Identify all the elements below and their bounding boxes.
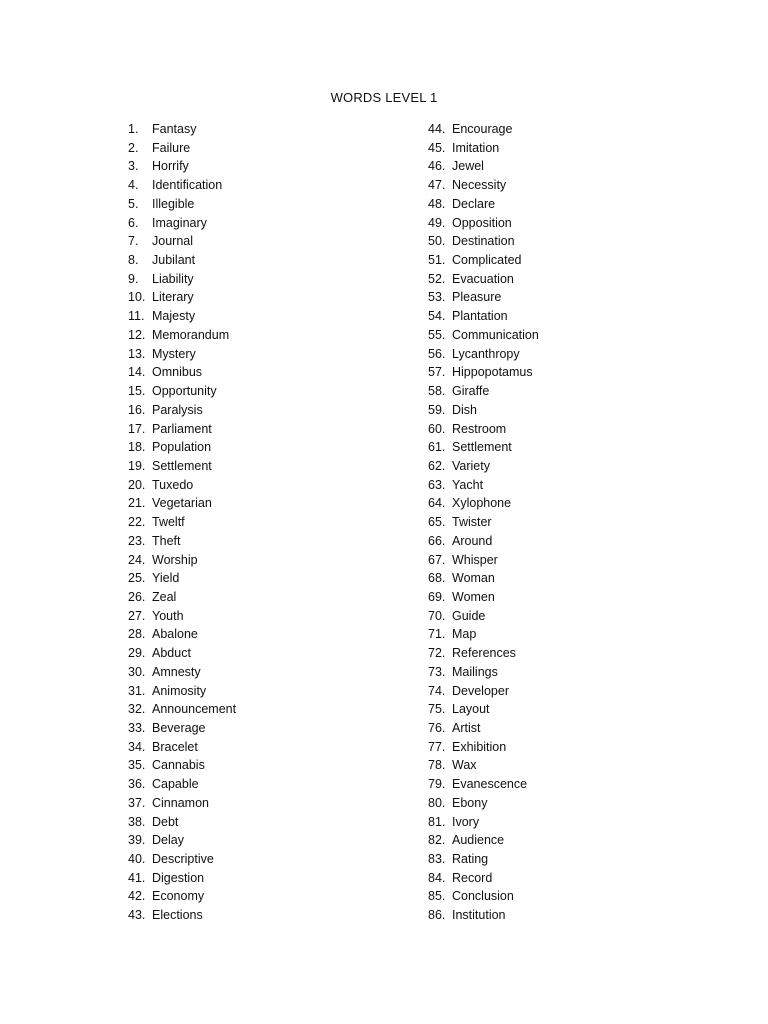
list-item bbox=[128, 270, 236, 289]
item-word: Rating bbox=[452, 852, 489, 867]
item-word: Giraffe bbox=[452, 384, 490, 399]
item-word: Exhibition bbox=[452, 739, 507, 754]
item-number: 47. bbox=[428, 178, 446, 193]
list-item bbox=[428, 532, 539, 551]
item-word: Liability bbox=[152, 271, 194, 286]
item-number: 60. bbox=[428, 421, 446, 436]
item-word: Capable bbox=[152, 777, 199, 792]
item-word: Developer bbox=[452, 683, 509, 698]
item-word: Whisper bbox=[452, 552, 498, 567]
item-number: 51. bbox=[428, 253, 446, 268]
list-item bbox=[128, 363, 236, 382]
word-list-right-column bbox=[428, 120, 539, 925]
item-number: 37. bbox=[128, 795, 146, 810]
list-item bbox=[128, 887, 236, 906]
page-title: WORDS LEVEL 1 bbox=[330, 90, 438, 105]
list-item bbox=[428, 214, 539, 233]
item-word: Imaginary bbox=[152, 215, 207, 230]
list-item bbox=[128, 214, 236, 233]
item-number: 40. bbox=[128, 852, 146, 867]
item-number: 35. bbox=[128, 758, 146, 773]
list-item bbox=[128, 513, 236, 532]
item-number: 86. bbox=[428, 908, 446, 923]
list-item bbox=[128, 232, 236, 251]
item-word: Economy bbox=[152, 889, 205, 904]
item-number: 39. bbox=[128, 833, 146, 848]
list-item bbox=[428, 569, 539, 588]
list-item bbox=[128, 551, 236, 570]
item-number: 75. bbox=[428, 702, 446, 717]
item-number: 71. bbox=[428, 627, 446, 642]
item-word: Restroom bbox=[452, 421, 507, 436]
item-word: Guide bbox=[452, 608, 486, 623]
item-number: 54. bbox=[428, 309, 446, 324]
item-number: 82. bbox=[428, 833, 446, 848]
item-number: 78. bbox=[428, 758, 446, 773]
item-word: Jewel bbox=[452, 159, 484, 174]
item-word: Hippopotamus bbox=[452, 365, 533, 380]
item-number: 8. bbox=[128, 253, 139, 268]
item-number: 9. bbox=[128, 271, 139, 286]
item-number: 42. bbox=[128, 889, 146, 904]
item-number: 6. bbox=[128, 215, 139, 230]
item-word: Lycanthropy bbox=[452, 346, 520, 361]
item-number: 49. bbox=[428, 215, 446, 230]
list-item bbox=[128, 326, 236, 345]
item-number: 19. bbox=[128, 458, 146, 473]
item-word: Artist bbox=[452, 721, 481, 735]
item-number: 41. bbox=[128, 870, 146, 885]
item-word: Cannabis bbox=[152, 758, 205, 773]
item-word: Xylophone bbox=[452, 496, 512, 511]
item-number: 85. bbox=[428, 889, 446, 904]
list-item bbox=[428, 476, 539, 495]
item-number: 73. bbox=[428, 664, 446, 679]
list-item bbox=[128, 682, 236, 701]
item-number: 3. bbox=[128, 159, 139, 174]
list-item bbox=[128, 831, 236, 850]
item-word: Destination bbox=[452, 234, 515, 249]
item-word: Announcement bbox=[152, 702, 237, 717]
list-item bbox=[128, 588, 236, 607]
item-word: Failure bbox=[152, 140, 191, 155]
item-number: 26. bbox=[128, 589, 146, 604]
item-number: 72. bbox=[428, 646, 446, 661]
list-item bbox=[128, 195, 236, 214]
list-item bbox=[428, 738, 539, 757]
item-number: 23. bbox=[128, 533, 146, 548]
item-word: Jubilant bbox=[152, 253, 196, 268]
list-item bbox=[128, 438, 236, 457]
list-item bbox=[428, 644, 539, 663]
item-number: 28. bbox=[128, 627, 146, 642]
item-number: 44. bbox=[428, 122, 446, 136]
item-word: Conclusion bbox=[452, 889, 514, 904]
list-item bbox=[428, 625, 539, 644]
item-word: Vegetarian bbox=[152, 496, 212, 511]
list-item bbox=[128, 401, 236, 420]
item-word: Plantation bbox=[452, 309, 508, 324]
list-item bbox=[128, 157, 236, 176]
list-item bbox=[428, 850, 539, 869]
list-item bbox=[128, 139, 236, 158]
list-item bbox=[128, 794, 236, 813]
item-word: Zeal bbox=[152, 589, 177, 604]
list-item bbox=[128, 607, 236, 626]
list-item bbox=[428, 756, 539, 775]
list-item bbox=[428, 588, 539, 607]
list-item bbox=[428, 251, 539, 270]
item-word: Worship bbox=[152, 552, 198, 567]
item-word: Record bbox=[452, 870, 493, 885]
list-item bbox=[128, 288, 236, 307]
item-number: 45. bbox=[428, 140, 446, 155]
item-word: Horrify bbox=[152, 159, 189, 174]
item-word: Settlement bbox=[452, 440, 512, 455]
item-number: 64. bbox=[428, 496, 446, 511]
item-number: 70. bbox=[428, 608, 446, 623]
item-word: Literary bbox=[152, 290, 194, 305]
list-item bbox=[428, 307, 539, 326]
item-word: Dish bbox=[452, 402, 478, 417]
list-item bbox=[128, 120, 236, 139]
list-item bbox=[428, 195, 539, 214]
list-item bbox=[128, 850, 236, 869]
item-word: Majesty bbox=[152, 309, 196, 324]
item-number: 33. bbox=[128, 721, 146, 735]
list-item bbox=[128, 345, 236, 364]
item-number: 55. bbox=[428, 327, 446, 342]
item-number: 31. bbox=[128, 683, 146, 698]
item-word: Encourage bbox=[452, 122, 513, 136]
list-item bbox=[428, 120, 539, 139]
item-word: Imitation bbox=[452, 140, 500, 155]
list-item bbox=[428, 232, 539, 251]
item-word: Tweltf bbox=[152, 515, 185, 530]
item-number: 76. bbox=[428, 721, 446, 735]
list-item bbox=[428, 176, 539, 195]
item-word: Abalone bbox=[152, 627, 198, 642]
item-number: 20. bbox=[128, 477, 146, 492]
item-number: 80. bbox=[428, 795, 446, 810]
item-number: 48. bbox=[428, 196, 446, 211]
item-word: Map bbox=[452, 627, 477, 642]
list-item bbox=[428, 288, 539, 307]
list-item bbox=[128, 569, 236, 588]
list-item bbox=[428, 513, 539, 532]
list-item bbox=[428, 551, 539, 570]
item-number: 7. bbox=[128, 234, 139, 249]
item-number: 10. bbox=[128, 290, 146, 305]
item-number: 83. bbox=[428, 852, 446, 867]
item-number: 74. bbox=[428, 683, 446, 698]
item-word: Opportunity bbox=[152, 384, 217, 399]
item-number: 59. bbox=[428, 402, 446, 417]
item-word: Digestion bbox=[152, 870, 205, 885]
item-number: 24. bbox=[128, 552, 146, 567]
item-number: 15. bbox=[128, 384, 146, 399]
list-item bbox=[128, 719, 236, 738]
list-item bbox=[428, 326, 539, 345]
list-item bbox=[428, 420, 539, 439]
item-number: 21. bbox=[128, 496, 146, 511]
list-item bbox=[428, 813, 539, 832]
item-number: 18. bbox=[128, 440, 146, 455]
item-word: Women bbox=[452, 589, 495, 604]
item-number: 25. bbox=[128, 571, 146, 586]
item-number: 27. bbox=[128, 608, 146, 623]
item-word: Audience bbox=[452, 833, 505, 848]
item-number: 1. bbox=[128, 122, 139, 136]
item-number: 56. bbox=[428, 346, 446, 361]
list-item bbox=[428, 607, 539, 626]
list-item bbox=[428, 382, 539, 401]
item-number: 43. bbox=[128, 908, 146, 923]
list-item bbox=[128, 813, 236, 832]
item-number: 14. bbox=[128, 365, 146, 380]
item-number: 2. bbox=[128, 140, 139, 155]
item-word: Beverage bbox=[152, 721, 206, 735]
item-word: Necessity bbox=[452, 178, 507, 193]
list-item bbox=[428, 270, 539, 289]
item-number: 84. bbox=[428, 870, 446, 885]
item-word: Memorandum bbox=[152, 327, 230, 342]
list-item bbox=[428, 345, 539, 364]
list-item bbox=[128, 869, 236, 888]
list-item bbox=[128, 906, 236, 925]
list-item bbox=[128, 644, 236, 663]
item-number: 77. bbox=[428, 739, 446, 754]
item-number: 68. bbox=[428, 571, 446, 586]
item-word: Elections bbox=[152, 908, 203, 923]
list-item bbox=[128, 382, 236, 401]
item-word: Population bbox=[152, 440, 212, 455]
item-number: 50. bbox=[428, 234, 446, 249]
item-word: Omnibus bbox=[152, 365, 203, 380]
word-list-left-column bbox=[128, 120, 236, 925]
item-word: Ivory bbox=[452, 814, 480, 829]
list-item bbox=[128, 700, 236, 719]
item-number: 22. bbox=[128, 515, 146, 530]
list-item bbox=[128, 756, 236, 775]
item-number: 81. bbox=[428, 814, 446, 829]
item-word: Mailings bbox=[452, 664, 498, 679]
item-word: Bracelet bbox=[152, 739, 198, 754]
list-item bbox=[428, 906, 539, 925]
item-number: 30. bbox=[128, 664, 146, 679]
item-number: 38. bbox=[128, 814, 146, 829]
item-number: 13. bbox=[128, 346, 146, 361]
item-word: Cinnamon bbox=[152, 795, 209, 810]
item-word: Paralysis bbox=[152, 402, 203, 417]
item-word: Animosity bbox=[152, 683, 207, 698]
list-item bbox=[428, 831, 539, 850]
item-number: 53. bbox=[428, 290, 446, 305]
list-item bbox=[128, 476, 236, 495]
item-number: 52. bbox=[428, 271, 446, 286]
item-word: References bbox=[452, 646, 516, 661]
item-word: Woman bbox=[452, 571, 495, 586]
list-item bbox=[128, 738, 236, 757]
item-number: 29. bbox=[128, 646, 146, 661]
list-item bbox=[428, 457, 539, 476]
item-word: Yield bbox=[152, 571, 180, 586]
item-number: 4. bbox=[128, 178, 139, 193]
list-item bbox=[428, 438, 539, 457]
item-number: 36. bbox=[128, 777, 146, 792]
item-number: 12. bbox=[128, 327, 146, 342]
item-word: Journal bbox=[152, 234, 193, 249]
item-word: Tuxedo bbox=[152, 477, 194, 492]
item-number: 5. bbox=[128, 196, 139, 211]
item-word: Settlement bbox=[152, 458, 212, 473]
item-word: Ebony bbox=[452, 795, 488, 810]
item-word: Layout bbox=[452, 702, 490, 717]
list-item bbox=[428, 719, 539, 738]
item-number: 16. bbox=[128, 402, 146, 417]
item-number: 46. bbox=[428, 159, 446, 174]
item-word: Communication bbox=[452, 327, 539, 342]
item-number: 34. bbox=[128, 739, 146, 754]
list-item bbox=[428, 401, 539, 420]
list-item bbox=[428, 700, 539, 719]
item-word: Opposition bbox=[452, 215, 512, 230]
item-number: 67. bbox=[428, 552, 446, 567]
item-word: Evanescence bbox=[452, 777, 528, 792]
list-item bbox=[428, 869, 539, 888]
item-word: Declare bbox=[452, 196, 496, 211]
list-item bbox=[428, 775, 539, 794]
item-word: Mystery bbox=[152, 346, 196, 361]
list-item bbox=[428, 139, 539, 158]
item-word: Amnesty bbox=[152, 664, 201, 679]
list-item bbox=[128, 420, 236, 439]
list-item bbox=[128, 625, 236, 644]
item-word: Complicated bbox=[452, 253, 522, 268]
list-item bbox=[428, 887, 539, 906]
list-item bbox=[128, 457, 236, 476]
item-number: 69. bbox=[428, 589, 446, 604]
list-item bbox=[428, 363, 539, 382]
list-item bbox=[428, 494, 539, 513]
item-number: 79. bbox=[428, 777, 446, 792]
item-word: Twister bbox=[452, 515, 492, 530]
item-word: Around bbox=[452, 533, 493, 548]
item-word: Identification bbox=[152, 178, 223, 193]
list-item bbox=[128, 775, 236, 794]
item-word: Institution bbox=[452, 908, 506, 923]
item-word: Descriptive bbox=[152, 852, 214, 867]
item-word: Illegible bbox=[152, 196, 195, 211]
item-word: Evacuation bbox=[452, 271, 514, 286]
item-word: Delay bbox=[152, 833, 184, 848]
item-number: 58. bbox=[428, 384, 446, 399]
item-number: 61. bbox=[428, 440, 446, 455]
item-number: 63. bbox=[428, 477, 446, 492]
item-number: 65. bbox=[428, 515, 446, 530]
item-number: 66. bbox=[428, 533, 446, 548]
list-item bbox=[128, 532, 236, 551]
item-number: 32. bbox=[128, 702, 146, 717]
item-word: Wax bbox=[452, 758, 477, 773]
item-word: Parliament bbox=[152, 421, 212, 436]
item-word: Variety bbox=[452, 458, 490, 473]
item-word: Debt bbox=[152, 814, 179, 829]
list-item bbox=[128, 307, 236, 326]
item-word: Theft bbox=[152, 533, 181, 548]
list-item bbox=[128, 494, 236, 513]
item-word: Youth bbox=[152, 608, 184, 623]
item-number: 11. bbox=[128, 309, 145, 324]
item-number: 62. bbox=[428, 458, 446, 473]
list-item bbox=[428, 663, 539, 682]
item-word: Pleasure bbox=[452, 290, 502, 305]
item-word: Yacht bbox=[452, 477, 484, 492]
list-item bbox=[428, 794, 539, 813]
item-number: 57. bbox=[428, 365, 446, 380]
list-item bbox=[128, 663, 236, 682]
list-item bbox=[128, 176, 236, 195]
item-word: Fantasy bbox=[152, 122, 197, 136]
item-number: 17. bbox=[128, 421, 146, 436]
item-word: Abduct bbox=[152, 646, 191, 661]
list-item bbox=[428, 157, 539, 176]
list-item bbox=[428, 682, 539, 701]
list-item bbox=[128, 251, 236, 270]
